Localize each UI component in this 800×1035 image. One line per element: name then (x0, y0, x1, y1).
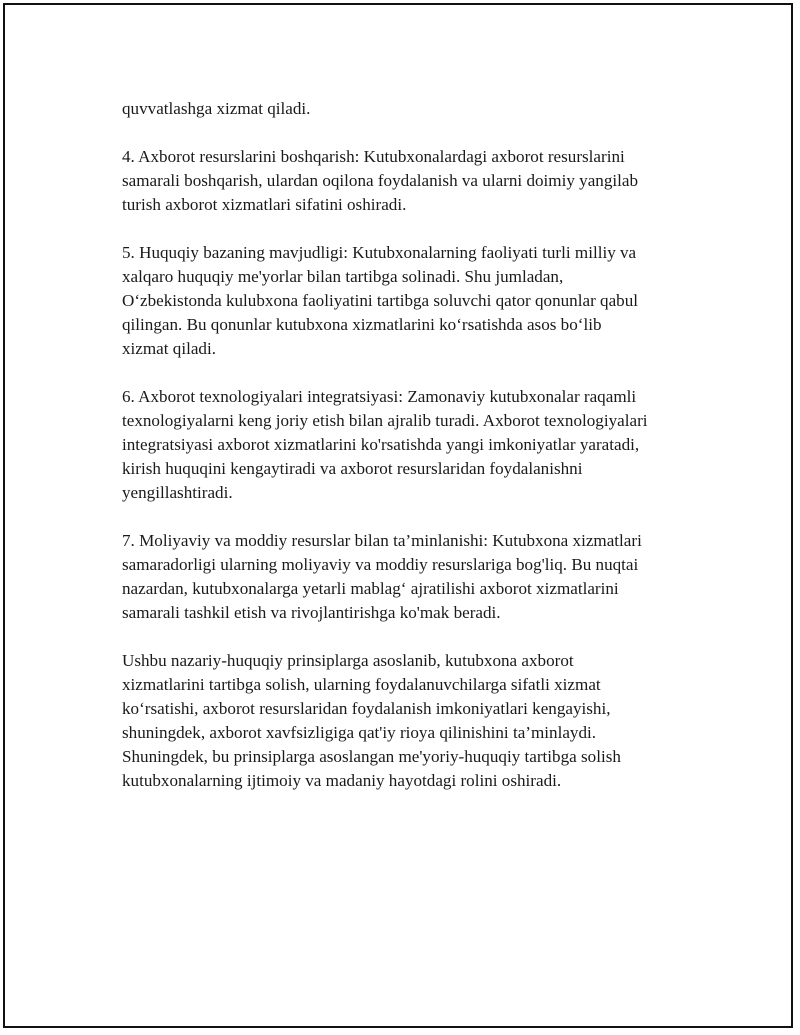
text-line: O‘zbekistonda kulubxona faoliyatini tartibga soluvchi qator qonunlar qabul (122, 291, 639, 310)
text-line: kirish huquqini kengaytiradi va axborot resurslaridan foydalanishni (122, 459, 583, 478)
text-line: xizmat qiladi. (122, 339, 216, 358)
text-line: texnologiyalarni keng joriy etish bilan ajralib turadi. Axborot texnologiyalari (122, 411, 648, 430)
text-line: samarali boshqarish, ulardan oqilona foydalanish va ularni doimiy yangilab (122, 171, 639, 190)
text-line: Shuningdek, bu prinsiplarga asoslangan me'yoriy-huquqiy tartibga solish (122, 747, 621, 766)
text-line: turish axborot xizmatlari sifatini oshiradi. (122, 195, 407, 214)
paragraph-continuation (122, 97, 712, 121)
text-line: integratsiyasi axborot xizmatlarini ko'rsatishda yangi imkoniyatlar yaratadi, (122, 435, 640, 454)
text-line: ko‘rsatishi, axborot resurslaridan foydalanish imkoniyatlari kengayishi, (122, 699, 611, 718)
text-line: 5. Huquqiy bazaning mavjudligi: Kutubxonalarning faoliyati turli milliy va (122, 243, 637, 262)
paragraph-point-7 (122, 529, 712, 625)
page-frame (3, 3, 793, 1028)
text-line: samaradorligi ularning moliyaviy va moddiy resurslariga bog'liq. Bu nuqtai (122, 555, 639, 574)
text-line: shuningdek, axborot xavfsizligiga qat'iy rioya qilinishini ta’minlaydi. (122, 723, 597, 742)
text-line: quvvatlashga xizmat qiladi. (122, 99, 311, 118)
paragraph-point-6 (122, 385, 712, 505)
text-line: nazardan, kutubxonalarga yetarli mablag‘ ajratilishi axborot xizmatlarini (122, 579, 619, 598)
text-line: xizmatlarini tartibga solish, ularning foydalanuvchilarga sifatli xizmat (122, 675, 601, 694)
paragraph-point-4 (122, 145, 712, 217)
document-body (122, 97, 712, 817)
text-line: 6. Axborot texnologiyalari integratsiyasi: Zamonaviy kutubxonalar raqamli (122, 387, 637, 406)
text-line: 4. Axborot resurslarini boshqarish: Kutubxonalardagi axborot resurslarini (122, 147, 625, 166)
text-line: qilingan. Bu qonunlar kutubxona xizmatlarini ko‘rsatishda asos bo‘lib (122, 315, 602, 334)
text-line: samarali tashkil etish va rivojlantirishga ko'mak beradi. (122, 603, 501, 622)
text-line: kutubxonalarning ijtimoiy va madaniy hayotdagi rolini oshiradi. (122, 771, 562, 790)
text-line: xalqaro huquqiy me'yorlar bilan tartibga solinadi. Shu jumladan, (122, 267, 564, 286)
paragraph-conclusion (122, 649, 712, 793)
text-line: 7. Moliyaviy va moddiy resurslar bilan ta’minlanishi: Kutubxona xizmatlari (122, 531, 642, 550)
text-line: yengillashtiradi. (122, 483, 233, 502)
paragraph-point-5 (122, 241, 712, 361)
text-line: Ushbu nazariy-huquqiy prinsiplarga asoslanib, kutubxona axborot (122, 651, 574, 670)
